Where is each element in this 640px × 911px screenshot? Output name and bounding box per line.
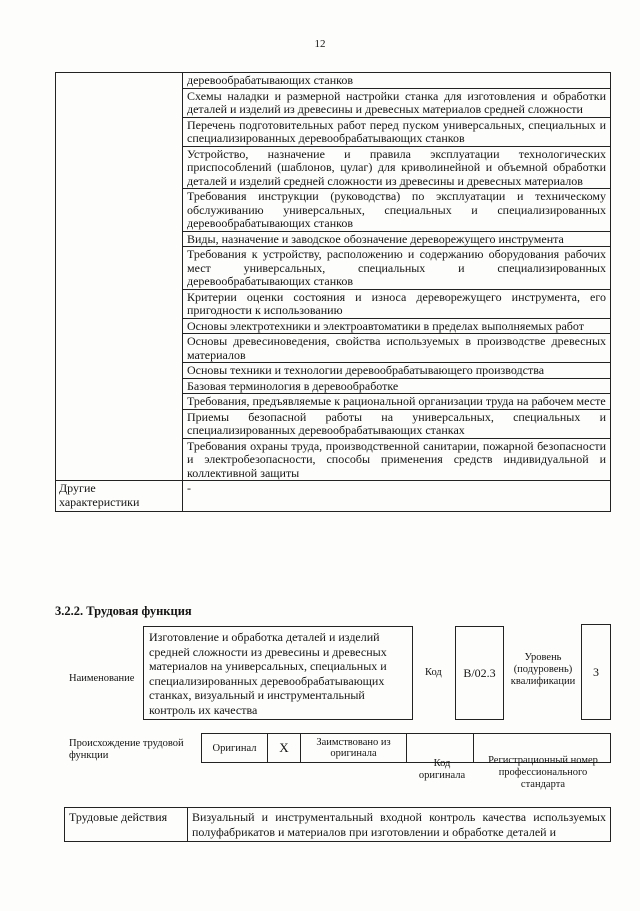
labor-actions-table (64, 807, 611, 842)
knowledge-item: Перечень подготовительных работ перед пуском универсальных, специальных и специализированных деревообрабатывающих станков (183, 118, 610, 147)
code-label: Код (425, 667, 442, 678)
knowledge-item: Основы техники и технологии деревообрабатывающего производства (183, 363, 610, 379)
knowledge-item: Виды, назначение и заводское обозначение дереворежущего инструмента (183, 232, 610, 248)
original-mark-cell: X (267, 733, 301, 763)
original-code-caption: Код оригинала (418, 758, 466, 781)
knowledge-item: Основы электротехники и электроавтоматики в пределах выполняемых работ (183, 319, 610, 335)
knowledge-table (55, 72, 611, 512)
knowledge-item: Критерии оценки состояния и износа дереворежущего инструмента, его пригодности к использованию (183, 290, 610, 319)
knowledge-item: Требования инструкции (руководства) по эксплуатации и техническому обслуживанию универсальных, специальных и специализированных деревообрабатывающих станков (183, 189, 610, 232)
knowledge-item: деревообрабатывающих станков (183, 73, 610, 89)
registration-number-caption: Регистрационный номер профессионального стандарта (488, 755, 598, 790)
section-title: 3.2.2. Трудовая функция (55, 604, 192, 618)
qualification-level-box: 3 (581, 624, 611, 720)
knowledge-label-cell (56, 73, 183, 481)
qualification-level-label: Уровень (подуровень) квалификации (510, 652, 576, 687)
borrowed-cell: Заимствовано из оригинала (300, 733, 407, 763)
other-characteristics-label: Другие характеристики (56, 481, 183, 512)
knowledge-items-cell (183, 73, 611, 481)
labor-action-item: Визуальный и инструментальный входной контроль качества используемых полуфабрикатов и материалов при изготовлении и обработке деталей и (188, 808, 611, 842)
name-label: Наименование (69, 673, 135, 684)
knowledge-item: Основы древесиноведения, свойства используемых в производстве древесных материалов (183, 334, 610, 363)
page-number: 12 (314, 38, 326, 50)
other-characteristics-value: - (183, 481, 611, 512)
knowledge-item: Требования к устройству, расположению и содержанию оборудования рабочих мест универсальных, специальных и специализированных деревообрабатывающих станков (183, 247, 610, 290)
knowledge-item: Требования, предъявляемые к рациональной организации труда на рабочем месте (183, 394, 610, 410)
function-name-box: Изготовление и обработка деталей и изделий средней сложности из древесины и древесных материалов на универсальных, специальных и специализированных деревообрабатывающих станках, визуальный и инструментальный контроль их качества (143, 626, 413, 720)
function-code-box: В/02.3 (455, 626, 504, 720)
knowledge-item: Приемы безопасной работы на универсальных, специальных и специализированных деревообрабатывающих станках (183, 410, 610, 439)
original-cell: Оригинал (201, 733, 268, 763)
knowledge-item: Базовая терминология в деревообработке (183, 379, 610, 395)
origin-label: Происхождение трудовой функции (69, 738, 184, 761)
knowledge-item: Схемы наладки и размерной настройки станка для изготовления и обработки деталей и изделий из древесины и древесных материалов средней сложности (183, 89, 610, 118)
knowledge-item: Требования охраны труда, производственной санитарии, пожарной безопасности и электробезопасности, способы применения средств индивидуальной и коллективной защиты (187, 438, 606, 480)
knowledge-item: Устройство, назначение и правила эксплуатации технологических приспособлений (шаблонов, цулаг) для криволинейной и объемной обработки деталей и изделий средней сложности из древесины и древесных материалов (183, 147, 610, 190)
labor-actions-label: Трудовые действия (65, 808, 188, 842)
